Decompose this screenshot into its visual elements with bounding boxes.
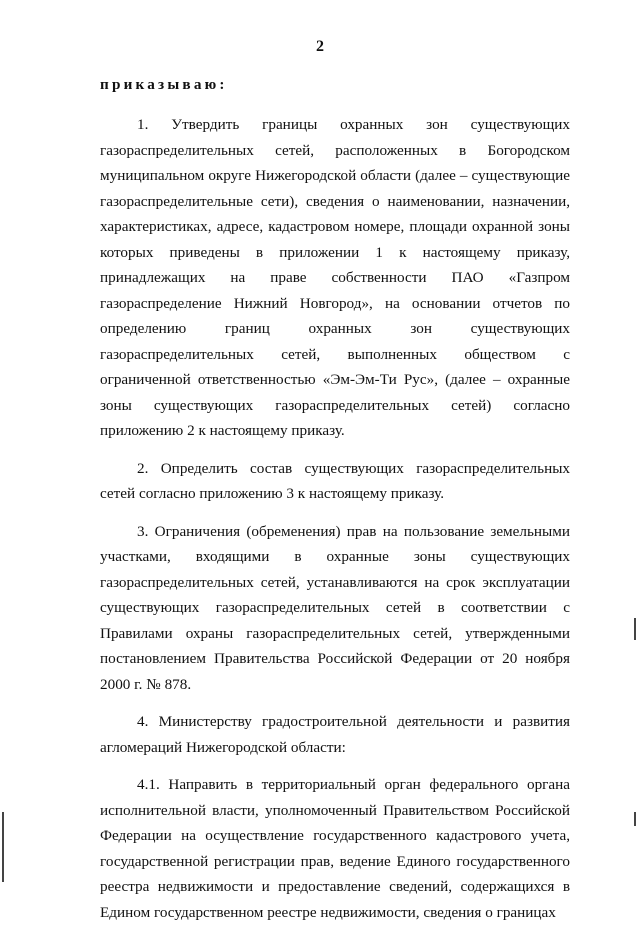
paragraph-1: 1. Утвердить границы охранных зон существующих газораспределительных сетей, расположенных в Богородском муниципальном округе Нижегородской области (далее – существующие газораспределительные сети), сведения о наименовании, назначении, характеристиках, адресе, кадастровом номере, площади охранной зоны которых приведены в приложении 1 к настоящему приказу, принадлежащих на праве собственности ПАО «Газпром газораспределение Нижний Новгород», на основании отчетов по определению границ охранных зон существующих газораспределительных сетей, выполненных обществом с ограниченной ответственностью «Эм-Эм-Ти Рус», (далее – охранные зоны существующих газораспределительных сетей) согласно приложению 2 к настоящему приказу. xyxy=(100,116,570,439)
scan-mark-right-2 xyxy=(634,812,636,826)
scan-mark-left xyxy=(2,812,4,882)
page-number: 2 xyxy=(316,38,324,55)
paragraph-2: 2. Определить состав существующих газораспределительных сетей согласно приложению 3 к настоящему приказу. xyxy=(100,459,570,502)
scan-mark-right-1 xyxy=(634,618,636,640)
order-lead: приказываю: xyxy=(100,76,228,93)
paragraph-3: 3. Ограничения (обременения) прав на пользование земельными участками, входящими в охранные зоны существующих газораспределительных сетей, устанавливаются на срок эксплуатации существующих газораспределительных сетей в соответствии с Правилами охраны газораспределительных сетей, утвержденными постановлением Правительства Российской Федерации от 20 ноября 2000 г. № 878. xyxy=(100,522,570,693)
paragraph-4: 4. Министерству градостроительной деятельности и развития агломераций Нижегородской области: xyxy=(100,713,570,756)
document-body xyxy=(100,72,570,937)
paragraph-4-1: 4.1. Направить в территориальный орган федерального органа исполнительной власти, уполномоченный Правительством Российской Федерации на осуществление государственного кадастрового учета, государственной регистрации прав, ведение Единого государственного реестра недвижимости и предоставление сведений, содержащихся в Едином государственном реестре недвижимости, сведения о границах xyxy=(100,776,570,921)
